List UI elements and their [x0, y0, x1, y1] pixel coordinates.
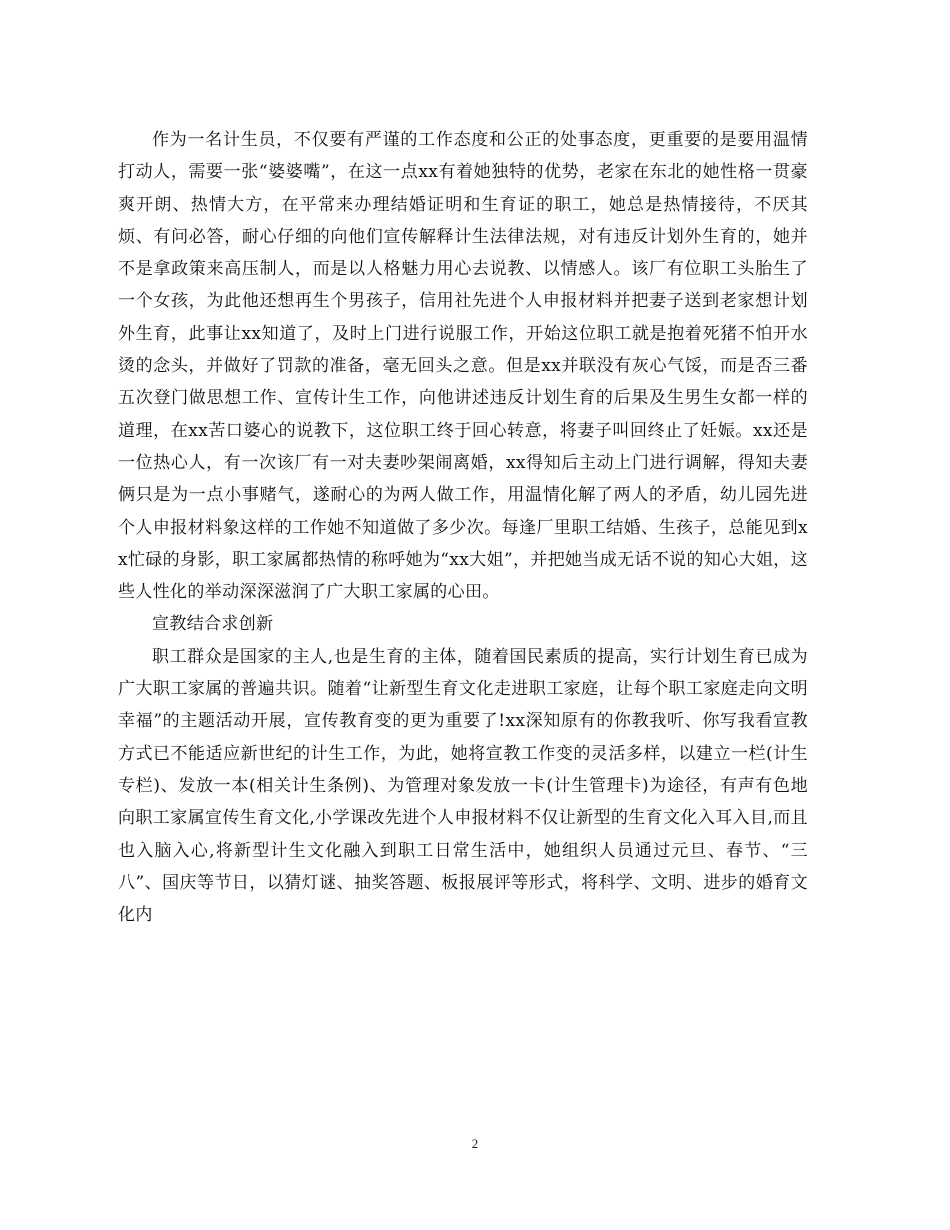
paragraph-publicity-education: 职工群众是国家的主人,也是生育的主体，随着国民素质的提高，实行计划生育已成为广大职工家属的普遍共识。随着“让新型生育文化走进职工家庭，让每个职工家庭走向文明幸福”的主题活动开展，宣传教育变的更为重要了!xx深知原有的你教我听、你写我看宣教方式已不能适应新世纪的计生工作，为此，她将宣教工作变的灵活多样，以建立一栏(计生专栏)、发放一本(相关计生条例)、为管理对象发放一卡(计生管理卡)为途径，有声有色地向职工家属宣传生育文化,小学课改先进个人申报材料不仅让新型的生育文化入耳入目,而且也入脑入心,将新型计生文化融入到职工日常生活中，她组织人员通过元旦、春节、“三八”、国庆等节日，以猜灯谜、抽奖答题、板报展评等形式，将科学、文明、进步的婚育文化内	[118, 646, 808, 926]
section-heading: 宣教结合求创新	[152, 614, 274, 635]
page-number: 2	[471, 1136, 479, 1151]
document-body	[118, 124, 808, 931]
paragraph-family-planning-worker: 作为一名计生员，不仅要有严谨的工作态度和公正的处事态度，更重要的是要用温情打动人，需要一张“婆婆嘴”，在这一点xx有着她独特的优势，老家在东北的她性格一贯豪爽开朗、热情大方，在平常来办理结婚证明和生育证的职工，她总是热情接待，不厌其烦、有问必答，耐心仔细的向他们宣传解释计生法律法规，对有违反计划外生育的，她并不是拿政策来高压制人，而是以人格魅力用心去说教、以情感人。该厂有位职工头胎生了一个女孩，为此他还想再生个男孩子，信用社先进个人申报材料并把妻子送到老家想计划外生育，此事让xx知道了，及时上门进行说服工作，开始这位职工就是抱着死猪不怕开水烫的念头，并做好了罚款的准备，毫无回头之意。但是xx并联没有灰心气馁，而是否三番五次登门做思想工作、宣传计生工作，向他讲述违反计划生育的后果及生男生女都一样的道理，在xx苦口婆心的说教下，这位职工终于回心转意，将妻子叫回终止了妊娠。xx还是一位热心人，有一次该厂有一对夫妻吵架闹离婚，xx得知后主动上门进行调解，得知夫妻俩只是为一点小事赌气，遂耐心的为两人做工作，用温情化解了两人的矛盾，幼儿园先进个人申报材料象这样的工作她不知道做了多少次。每逢厂里职工结婚、生孩子，总能见到xx忙碌的身影，职工家属都热情的称呼她为“xx大姐”，并把她当成无话不说的知心大姐，这些人性化的举动深深滋润了广大职工家属的心田。	[118, 130, 808, 603]
